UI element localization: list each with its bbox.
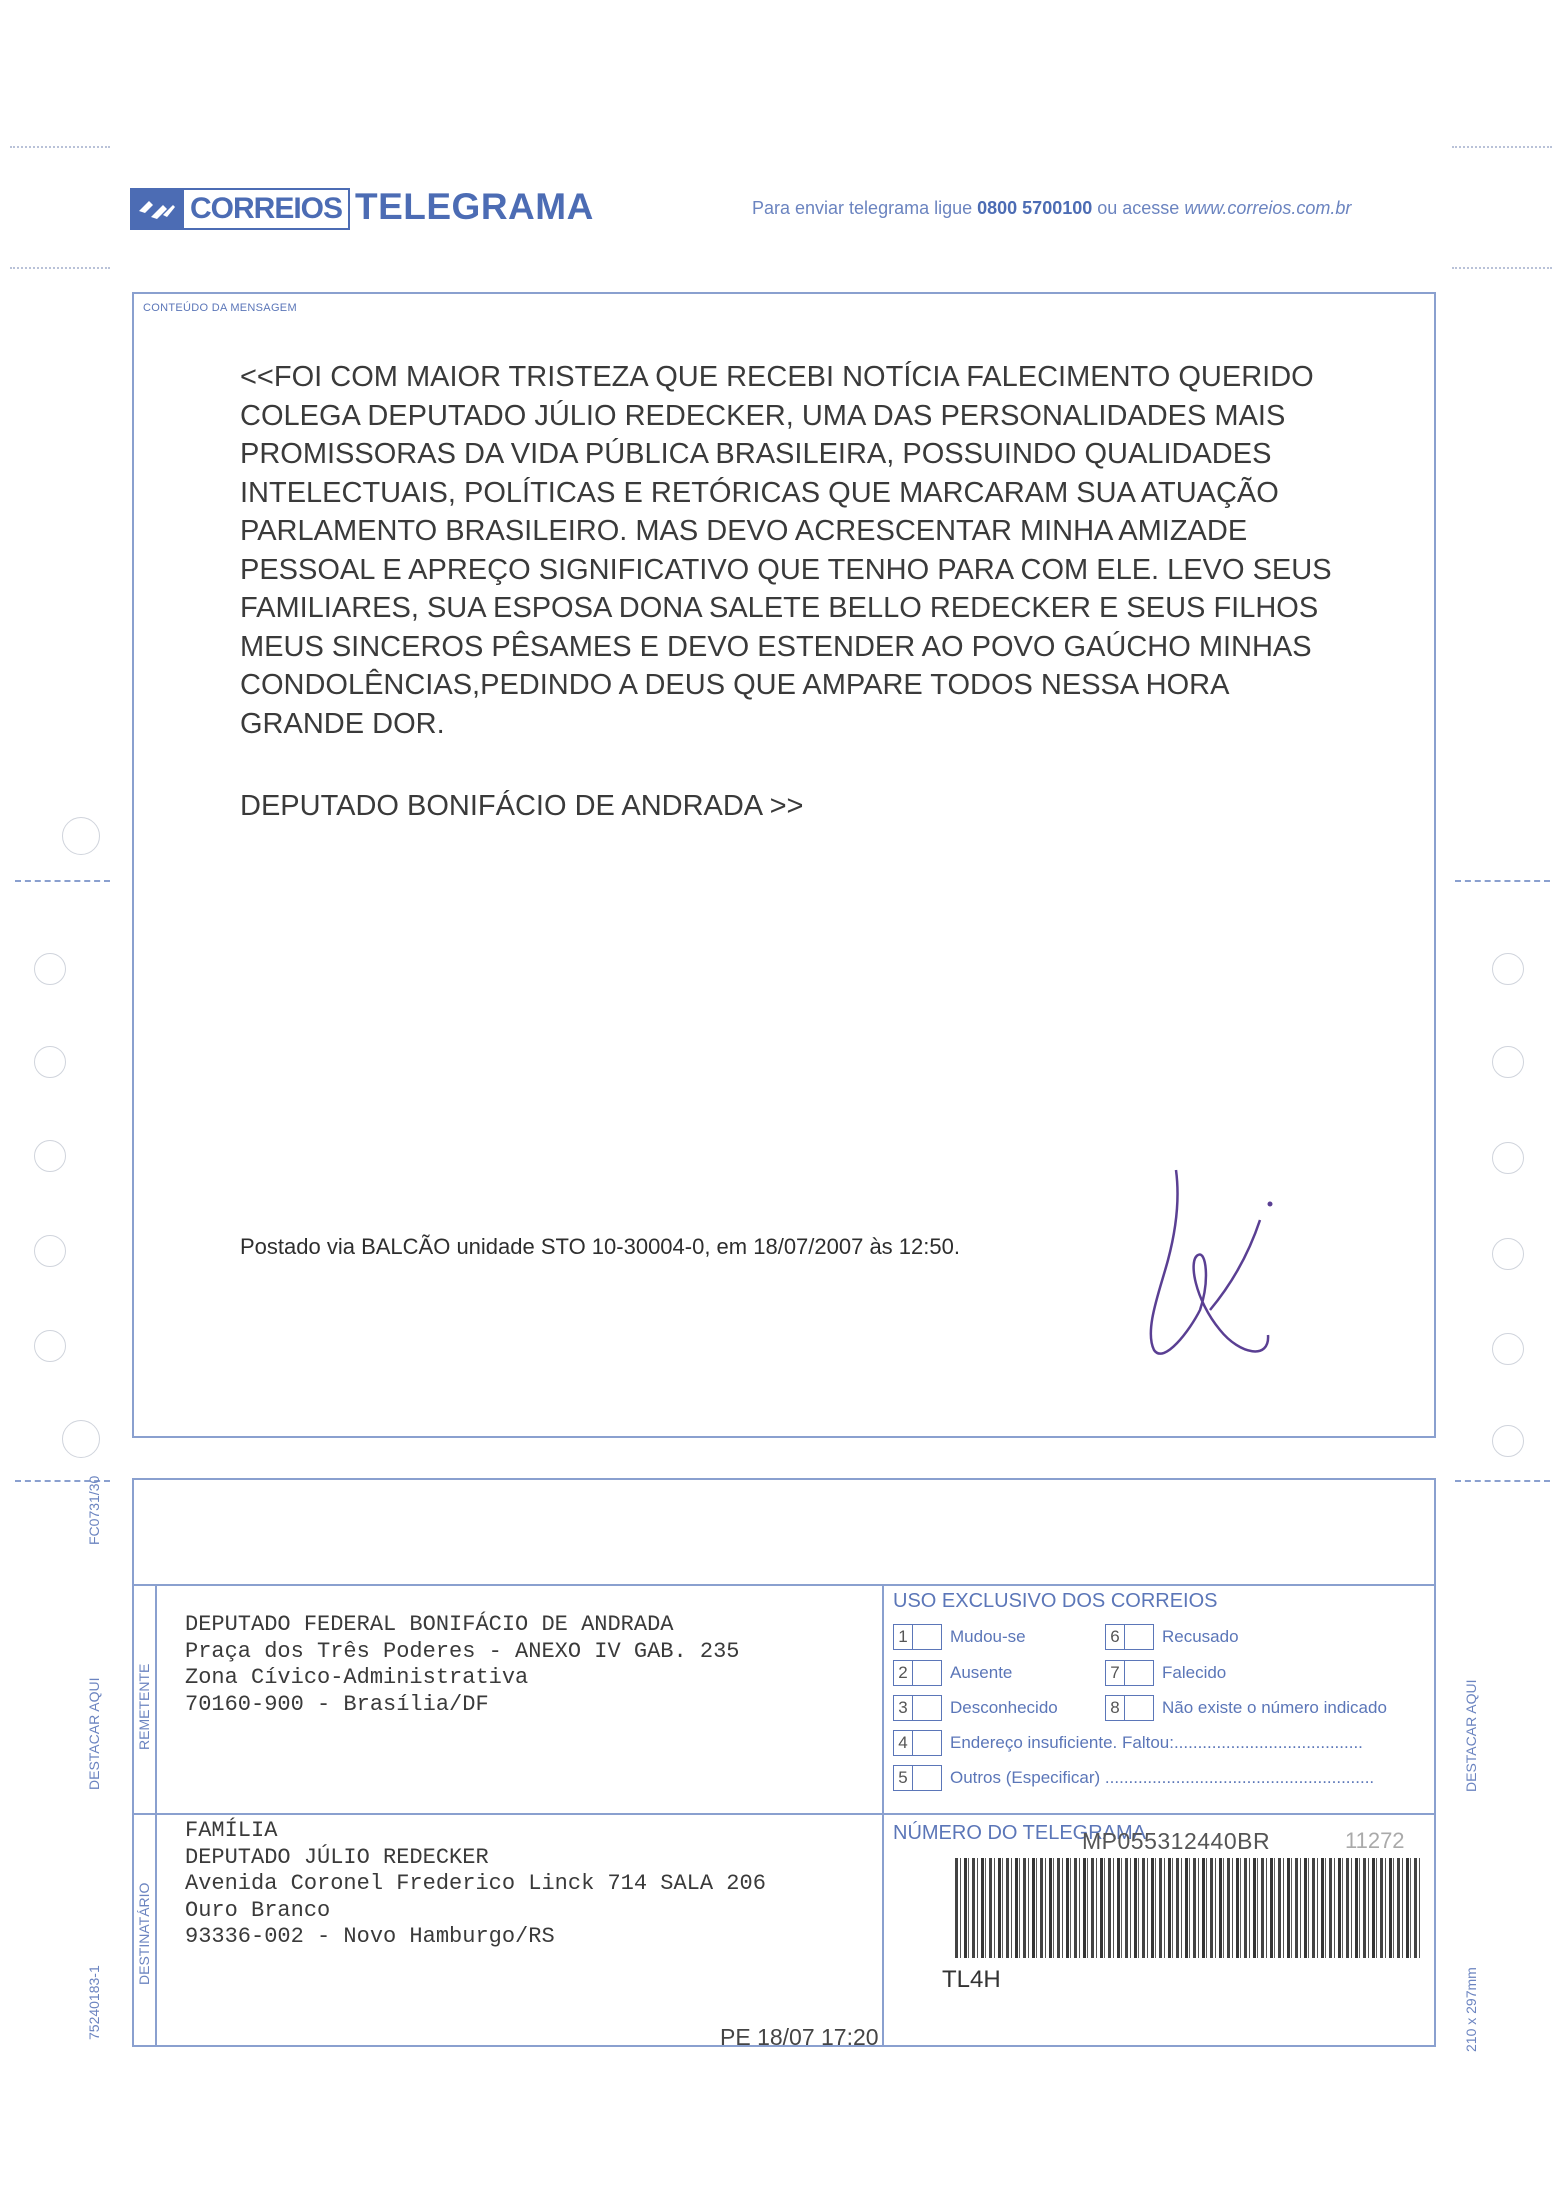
option-checkbox[interactable] [913, 1765, 942, 1791]
option-label: Recusado [1162, 1627, 1239, 1646]
option-label: Mudou-se [950, 1627, 1026, 1646]
punch-hole [34, 1046, 66, 1078]
margin-detach-left: DESTACAR AQUI [86, 1677, 102, 1790]
message-signature-line: DEPUTADO BONIFÁCIO DE ANDRADA >> [240, 790, 804, 822]
option-label: Não existe o número indicado [1162, 1698, 1387, 1717]
margin-paper-size: 210 x 297mm [1463, 1967, 1479, 2052]
option-falecido[interactable] [1105, 1660, 1226, 1686]
option-checkbox[interactable] [913, 1695, 942, 1721]
perforation-top-left-2 [10, 267, 110, 269]
correios-use-title: USO EXCLUSIVO DOS CORREIOS [893, 1590, 1218, 1612]
address-mid-divider [132, 1813, 1434, 1815]
posted-info: Postado via BALCÃO unidade STO 10-30004-0, em 18/07/2007 às 12:50. [240, 1234, 960, 1259]
phone-number: 0800 5700100 [977, 198, 1093, 218]
telegram-number-extra: 11272 [1345, 1828, 1405, 1853]
header-info [752, 198, 1351, 219]
option-number: 4 [893, 1730, 913, 1756]
punch-hole [62, 817, 100, 855]
option-checkbox[interactable] [913, 1624, 942, 1650]
address-box [132, 1478, 1436, 2047]
option-number: 2 [893, 1660, 913, 1686]
punch-hole [1492, 1046, 1524, 1078]
option-outros[interactable] [893, 1765, 1374, 1791]
option-number: 3 [893, 1695, 913, 1721]
option-checkbox[interactable] [1125, 1624, 1154, 1650]
address-top-divider [132, 1584, 1434, 1586]
margin-serial: 75240183-1 [86, 1965, 102, 2040]
option-label: Desconhecido [950, 1698, 1058, 1717]
option-label: Ausente [950, 1663, 1013, 1682]
punch-hole [1492, 953, 1524, 985]
punch-hole [62, 1420, 100, 1458]
option-desconhecido[interactable] [893, 1695, 1058, 1721]
option-nao-existe[interactable] [1105, 1695, 1387, 1721]
correios-logo-word: CORREIOS [184, 188, 350, 230]
margin-detach-right: DESTACAR AQUI [1463, 1679, 1479, 1792]
perforation-top-right-2 [1452, 267, 1552, 269]
telegram-tag: TL4H [942, 1966, 1001, 1993]
correios-logo [130, 188, 350, 230]
recipient-label: DESTINATÁRIO [136, 1882, 152, 1985]
option-ausente[interactable] [893, 1660, 1012, 1686]
punch-hole [34, 953, 66, 985]
info-middle: ou acesse [1092, 198, 1185, 218]
label-column-divider [155, 1584, 157, 2045]
sender-label: REMETENTE [136, 1663, 152, 1750]
punch-hole [34, 1140, 66, 1172]
option-mudou-se[interactable] [893, 1624, 1026, 1650]
tear-line-right [1455, 880, 1550, 882]
recipient-address: FAMÍLIA DEPUTADO JÚLIO REDECKER Avenida Coronel Frederico Linck 714 SALA 206 Ouro Branco 93336-002 - Novo Hamburgo/RS [185, 1818, 766, 1949]
option-label: Outros (Especificar) ......................................................... [950, 1768, 1375, 1787]
option-number: 5 [893, 1765, 913, 1791]
punch-hole [34, 1330, 66, 1362]
tear-line-right-2 [1455, 1480, 1550, 1482]
message-section-label: CONTEÚDO DA MENSAGEM [143, 302, 297, 314]
option-checkbox[interactable] [913, 1660, 942, 1686]
sender-address: DEPUTADO FEDERAL BONIFÁCIO DE ANDRADA Praça dos Três Poderes - ANEXO IV GAB. 235 Zona Cívico-Administrativa 70160-900 - Brasília/DF [185, 1612, 740, 1717]
correios-logo-icon [130, 188, 184, 230]
option-label: Endereço insuficiente. Faltou:........................................ [950, 1733, 1363, 1752]
telegram-barcode [955, 1858, 1420, 1958]
date-stamp: PE 18/07 17:20 [720, 2024, 879, 2050]
punch-hole [1492, 1425, 1524, 1457]
telegram-number-label: NÚMERO DO TELEGRAMA [893, 1822, 1146, 1844]
perforation-top-right [1452, 146, 1552, 148]
tear-line-left [15, 880, 110, 882]
document-title: TELEGRAMA [355, 186, 594, 227]
address-right-divider [882, 1584, 884, 2045]
margin-form-code: FC0731/30 [86, 1475, 102, 1545]
option-endereco-insuficiente[interactable] [893, 1730, 1363, 1756]
punch-hole [34, 1235, 66, 1267]
option-number: 8 [1105, 1695, 1125, 1721]
punch-hole [1492, 1333, 1524, 1365]
option-checkbox[interactable] [913, 1730, 942, 1756]
option-checkbox[interactable] [1125, 1660, 1154, 1686]
handwritten-signature [1140, 1160, 1290, 1360]
punch-hole [1492, 1238, 1524, 1270]
option-label: Falecido [1162, 1663, 1227, 1682]
option-number: 1 [893, 1624, 913, 1650]
punch-hole [1492, 1142, 1524, 1174]
telegram-number-code: MP055312440BR [1082, 1828, 1271, 1854]
option-number: 7 [1105, 1660, 1125, 1686]
option-recusado[interactable] [1105, 1624, 1239, 1650]
info-prefix: Para enviar telegrama ligue [752, 198, 978, 218]
option-number: 6 [1105, 1624, 1125, 1650]
option-checkbox[interactable] [1125, 1695, 1154, 1721]
website-link[interactable]: www.correios.com.br [1184, 198, 1352, 218]
perforation-top-left [10, 146, 110, 148]
message-body: <<FOI COM MAIOR TRISTEZA QUE RECEBI NOTÍCIA FALECIMENTO QUERIDO COLEGA DEPUTADO JÚLIO REDECKER, UMA DAS PERSONALIDADES MAIS PROMISSORAS DA VIDA PÚBLICA BRASILEIRA, POSSUINDO QUALIDADES INTELECTUAIS, POLÍTICAS E RETÓRICAS QUE MARCARAM SUA ATUAÇÃO PARLAMENTO BRASILEIRO. MAS DEVO ACRESCENTAR MINHA AMIZADE PESSOAL E APREÇO SIGNIFICATIVO QUE TENHO PARA COM ELE. LEVO SEUS FAMILIARES, SUA ESPOSA DONA SALETE BELLO REDECKER E SEUS FILHOS MEUS SINCEROS PÊSAMES E DEVO ESTENDER AO POVO GAÚCHO MINHAS CONDOLÊNCIAS,PEDINDO A DEUS QUE AMPARE TODOS NESSA HORA GRANDE DOR. [240, 361, 1332, 740]
